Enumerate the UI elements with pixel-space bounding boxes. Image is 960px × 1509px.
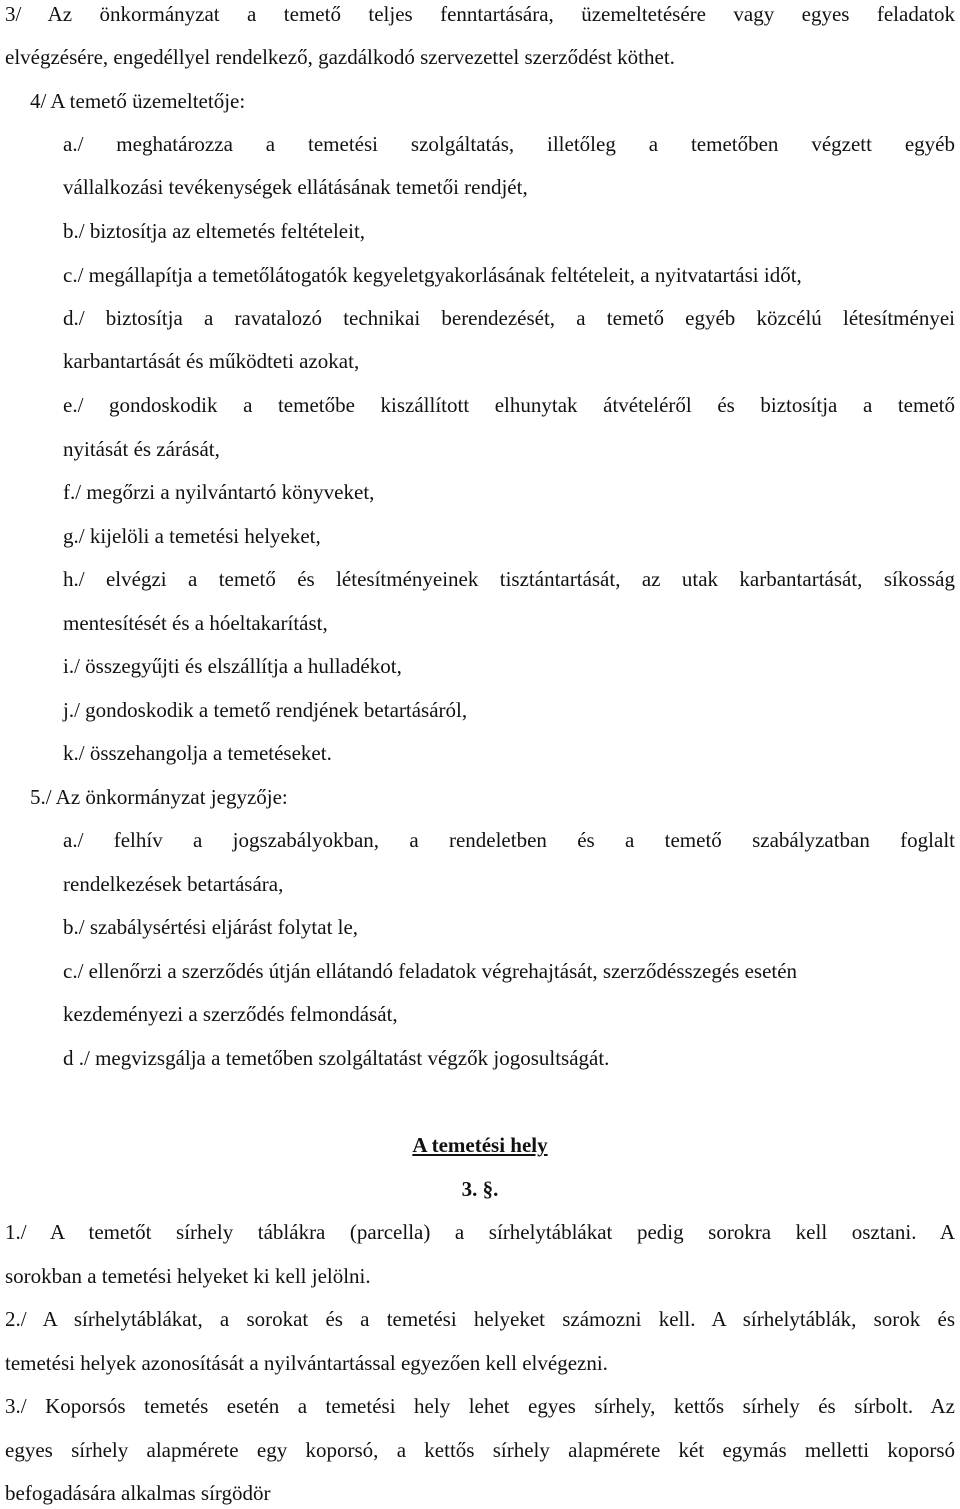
section-number: 3. §. <box>461 1177 499 1201</box>
item-4g: g./ kijelöli a temetési helyeket, <box>63 524 321 548</box>
item-5a-line-2: rendelkezések betartására, <box>63 872 284 896</box>
item-4c: c./ megállapítja a temetőlátogatók kegyeletgyakorlásának feltételeit, a nyitvatartási időt, <box>63 263 802 287</box>
paragraph-3-line-1: 3/ Az önkormányzat a temető teljes fenntartására, üzemeltetésére vagy egyes feladatok <box>5 2 955 26</box>
section-title: A temetési hely <box>412 1133 548 1157</box>
item-5a-line-1: a./ felhív a jogszabályokban, a rendeletben és a temető szabályzatban foglalt <box>63 828 955 852</box>
section-paragraph-1-line-1: 1./ A temetőt sírhely táblákra (parcella) a sírhelytáblákat pedig sorokra kell osztani. A <box>5 1220 955 1244</box>
section-paragraph-3-line-3: befogadására alkalmas sírgödör <box>5 1481 271 1505</box>
item-5c-line-1: c./ ellenőrzi a szerződés útján ellátandó feladatok végrehajtását, szerződésszegés esetén <box>63 959 798 983</box>
item-4i: i./ összegyűjti és elszállítja a hulladékot, <box>63 654 402 678</box>
item-4d-line-1: d./ biztosítja a ravatalozó technikai berendezését, a temető egyéb közcélú létesítményei <box>63 306 955 330</box>
item-4a-line-1: a./ meghatározza a temetési szolgáltatás, illetőleg a temetőben végzett egyéb <box>63 132 955 156</box>
item-4h-line-2: mentesítését és a hóeltakarítást, <box>63 611 328 635</box>
item-5b: b./ szabálysértési eljárást folytat le, <box>63 915 359 939</box>
item-5c-line-2: kezdeményezi a szerződés felmondását, <box>63 1002 398 1026</box>
item-4e-line-1: e./ gondoskodik a temetőbe kiszállított elhunytak átvételéről és biztosítja a temető <box>63 393 955 417</box>
item-4j: j./ gondoskodik a temető rendjének betartásáról, <box>63 698 468 722</box>
item-4f: f./ megőrzi a nyilvántartó könyveket, <box>63 480 375 504</box>
section-paragraph-1-line-2: sorokban a temetési helyeket ki kell jelölni. <box>5 1264 371 1288</box>
item-5d: d ./ megvizsgálja a temetőben szolgáltatást végzők jogosultságát. <box>63 1046 610 1070</box>
section-paragraph-2-line-1: 2./ A sírhelytáblákat, a sorokat és a temetési helyeket számozni kell. A sírhelytáblák, sorok és <box>5 1307 955 1331</box>
item-4e-line-2: nyitását és zárását, <box>63 437 220 461</box>
paragraph-3-line-2: elvégzésére, engedéllyel rendelkező, gazdálkodó szervezettel szerződést köthet. <box>5 45 675 69</box>
paragraph-4-heading: 4/ A temető üzemeltetője: <box>30 89 246 113</box>
item-4b: b./ biztosítja az eltemetés feltételeit, <box>63 219 366 243</box>
section-paragraph-3-line-2: egyes sírhely alapmérete egy koporsó, a kettős sírhely alapmérete két egymás melletti koporsó <box>5 1438 955 1462</box>
item-4k: k./ összehangolja a temetéseket. <box>63 741 332 765</box>
item-4a-line-2: vállalkozási tevékenységek ellátásának temetői rendjét, <box>63 175 528 199</box>
section-paragraph-3-line-1: 3./ Koporsós temetés esetén a temetési hely lehet egyes sírhely, kettős sírhely és sírbolt. Az <box>5 1394 955 1418</box>
paragraph-5-heading: 5./ Az önkormányzat jegyzője: <box>30 785 288 809</box>
section-paragraph-2-line-2: temetési helyek azonosítását a nyilvántartással egyezően kell elvégezni. <box>5 1351 608 1375</box>
item-4h-line-1: h./ elvégzi a temető és létesítményeinek tisztántartását, az utak karbantartását, síkosság <box>63 567 955 591</box>
item-4d-line-2: karbantartását és működteti azokat, <box>63 349 360 373</box>
